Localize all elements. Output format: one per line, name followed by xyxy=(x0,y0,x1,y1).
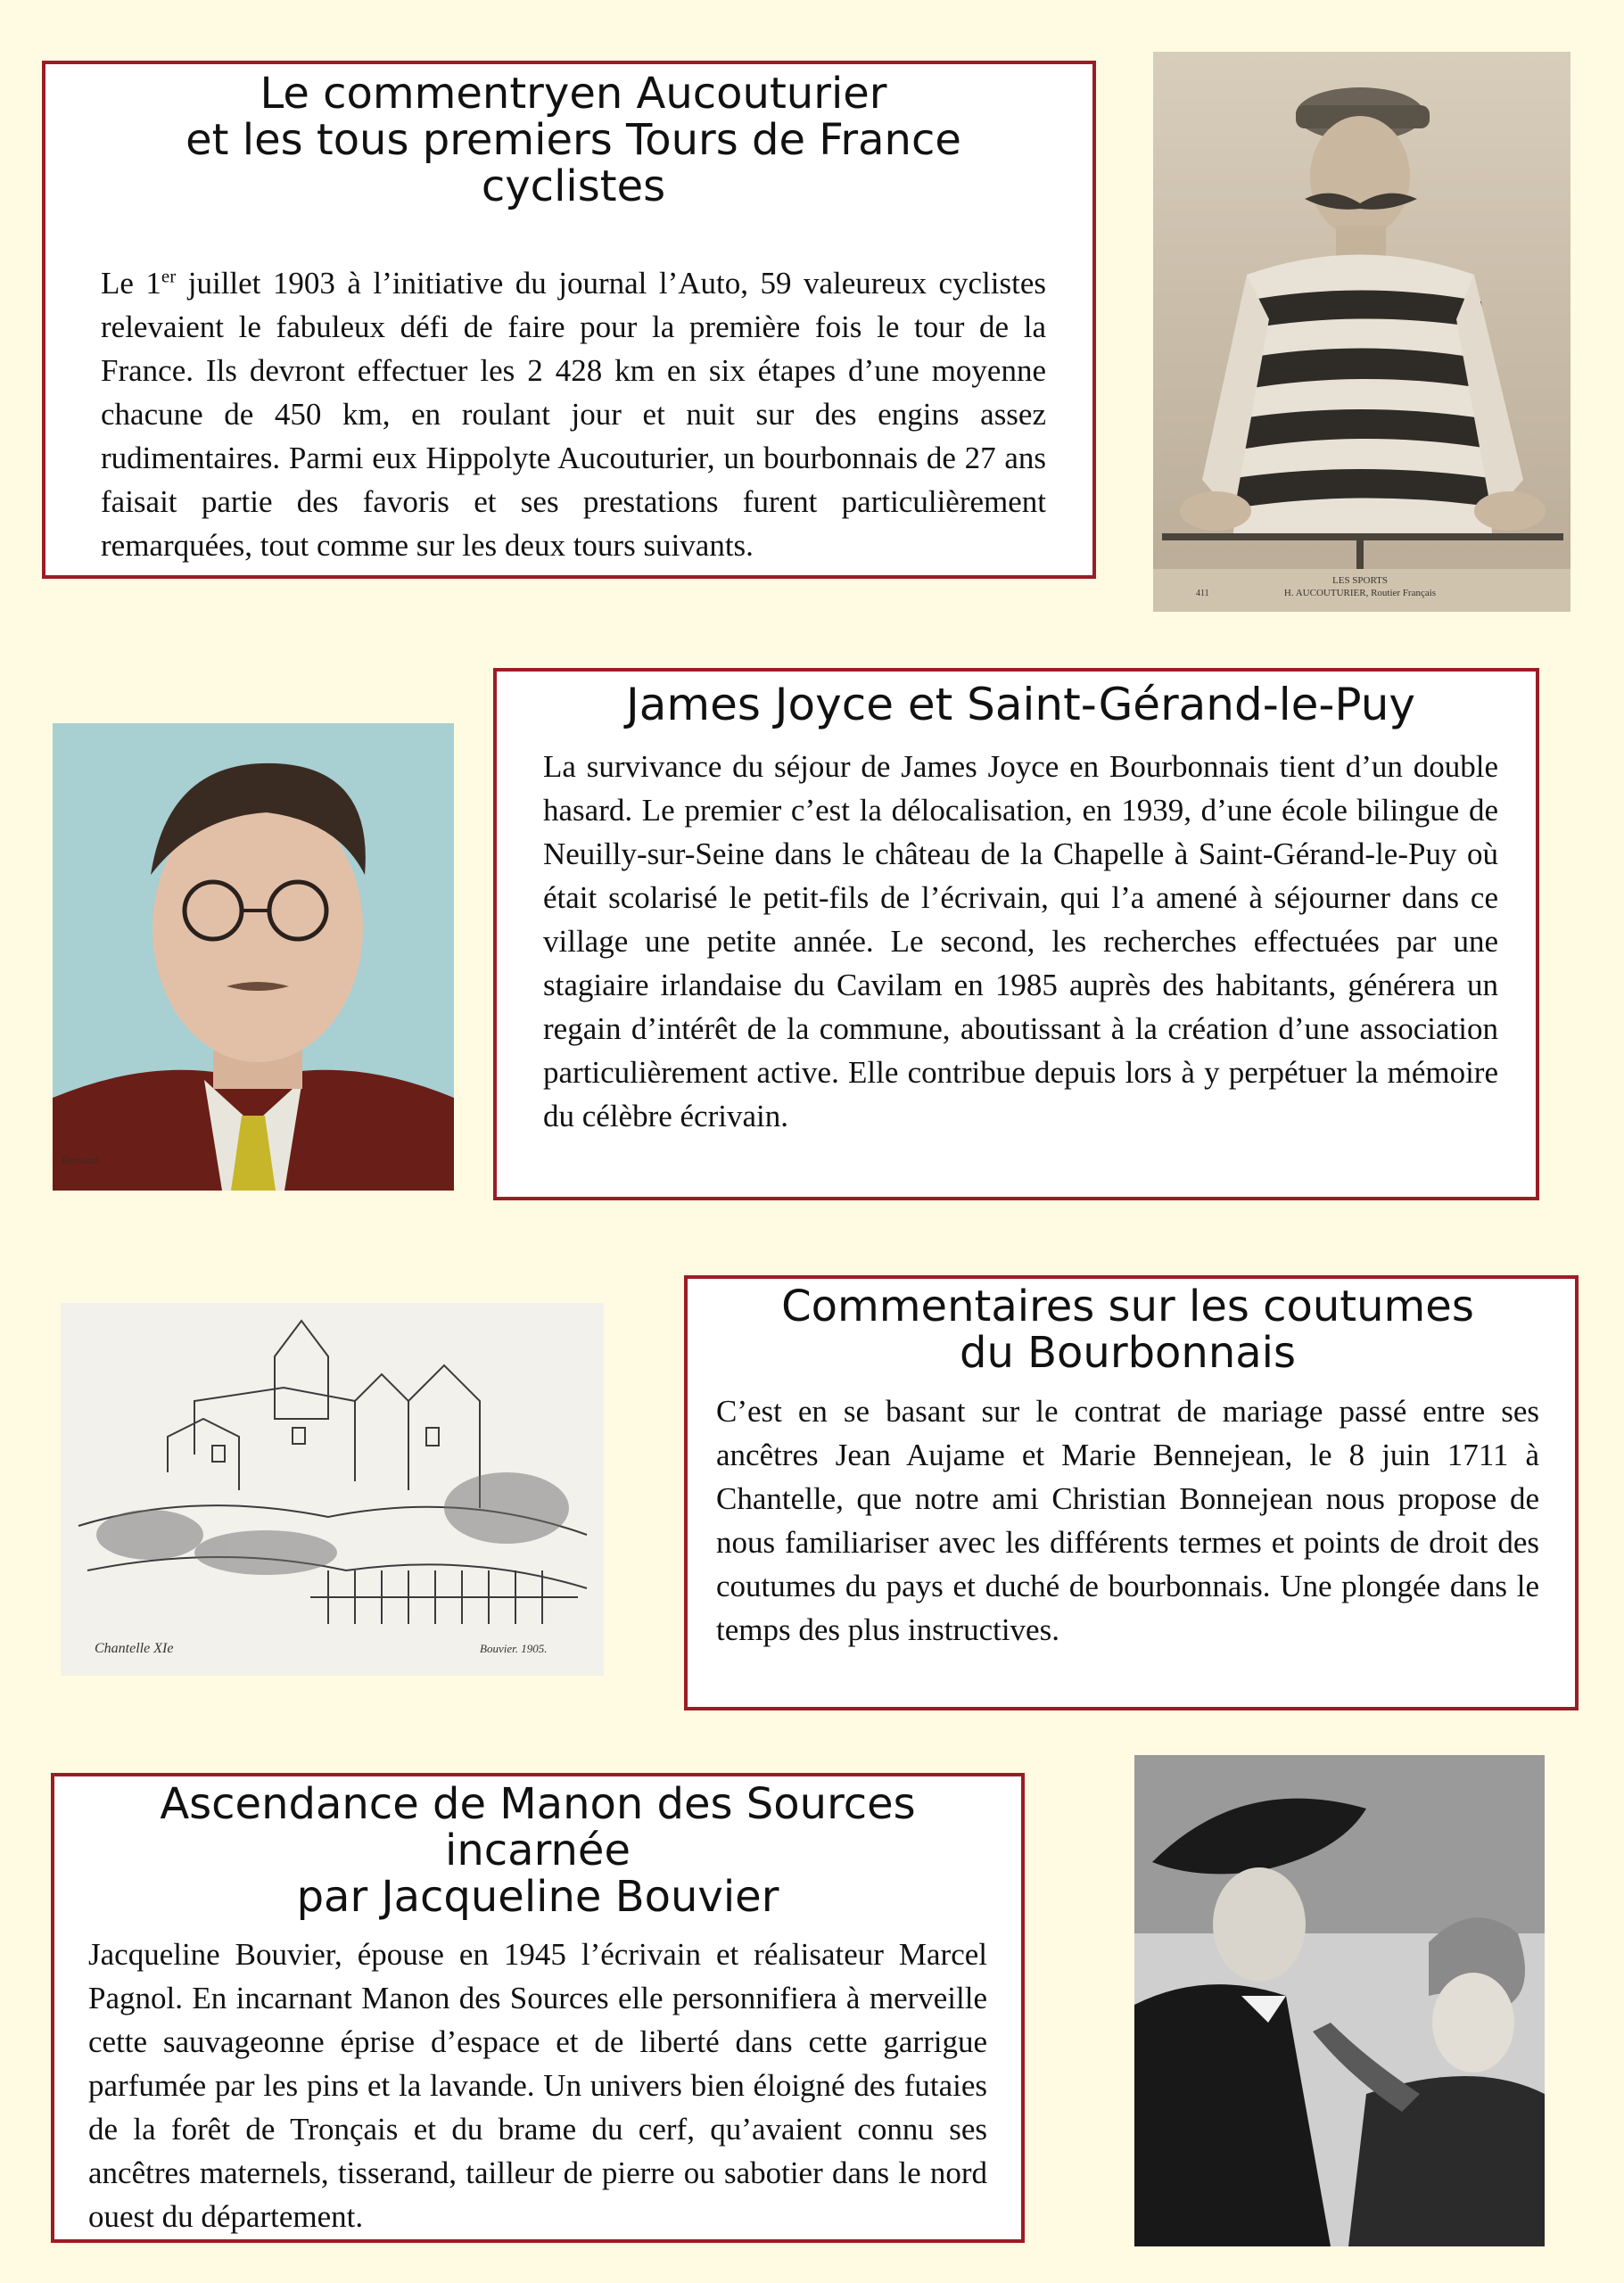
cyclist-number: 411 xyxy=(1196,589,1209,598)
article-body: Jacqueline Bouvier, épouse en 1945 l’écrivain et réalisateur Marcel Pagnol. En incarnant Manon des Sources elle personnifiera à merveille cette sauvageonne éprise d’espace et de liberté dans cette garrigue parfumée par les pins et la lavande. Un univers bien éloigné des futaies de la forêt de Tronçais et du brame du cerf, qu’avaient connu ses ancêtres maternels, tisserand, tailleur de pierre ou sabotier dans le nord ouest du département. xyxy=(88,1937,987,2235)
photo-manon-film-still xyxy=(1134,1755,1545,2246)
article-title xyxy=(101,71,1046,210)
title-line: du Bourbonnais xyxy=(959,1327,1297,1378)
article-body: Le 1er juillet 1903 à l’initiative du journal l’Auto, 59 valeureux cyclistes relevaient le fabuleux défi de faire pour la première fois le tour de la France. Ils devront effectuer les 2 428 km en six étapes d’une moyenne chacune de 450 km, en roulant jour et nuit sur des engins assez rudimentaires. Parmi eux Hippolyte Aucouturier, un bourbonnais de 27 ans faisait partie des favoris et ses prestations furent particulièrement remarquées, tout comme sur les deux tours suivants. xyxy=(101,265,1046,564)
title-line: Le commentryen Aucouturier xyxy=(260,69,887,119)
article-aucouturier xyxy=(42,61,1096,579)
cyclist-caption-line1: LES SPORTS xyxy=(1332,575,1388,586)
photo-cyclist xyxy=(1153,52,1570,612)
chantelle-label: Chantelle XIe xyxy=(95,1641,174,1656)
article-title xyxy=(88,1779,987,1922)
chantelle-signature: Bouvier. 1905. xyxy=(480,1642,548,1655)
title-line: Ascendance de Manon des Sources incarnée xyxy=(160,1779,916,1875)
cyclist-caption-line2: H. AUCOUTURIER, Routier Français xyxy=(1283,588,1437,598)
photo-joyce-portrait xyxy=(53,723,454,1191)
title-line: Commentaires sur les coutumes xyxy=(781,1282,1474,1331)
article-coutumes xyxy=(684,1275,1579,1710)
title-line: et les tous premiers Tours de France cyclistes xyxy=(185,114,961,211)
title-line: par Jacqueline Bouvier xyxy=(296,1871,779,1922)
article-body: C’est en se basant sur le contrat de mariage passé entre ses ancêtres Jean Aujame et Marie Bennejean, le 8 juin 1711 à Chantelle, que notre ami Christian Bonnejean nous propose de nous familiariser avec les différents termes et points de droit des coutumes du pays et duché de bourbonnais. Une plongée dans le temps des plus instructives. xyxy=(716,1393,1539,1647)
joyce-signature: Bernard xyxy=(62,1153,99,1166)
article-manon-des-sources xyxy=(51,1773,1025,2243)
photo-chantelle-sketch xyxy=(61,1303,604,1676)
article-title xyxy=(543,680,1498,729)
title-line: James Joyce et Saint-Gérand-le-Puy xyxy=(626,679,1415,730)
article-title xyxy=(716,1284,1539,1377)
article-body: La survivance du séjour de James Joyce en Bourbonnais tient d’un double hasard. Le premier c’est la délocalisation, en 1939, d’une école bilingue de Neuilly-sur-Seine dans le château de la Chapelle à Saint-Gérand-le-Puy où était scolarisé le petit-fils de l’écrivain, qui l’a amené à séjourner dans ce village une petite année. Le second, les recherches effectuées par une stagiaire irlandaise du Cavilam en 1985 auprès des habitants, générera un regain d’intérêt de la commune, aboutissant à la création d’une association particulièrement active. Elle contribue depuis lors à y perpétuer la mémoire du célèbre écrivain. xyxy=(543,749,1498,1133)
article-james-joyce xyxy=(493,668,1539,1200)
